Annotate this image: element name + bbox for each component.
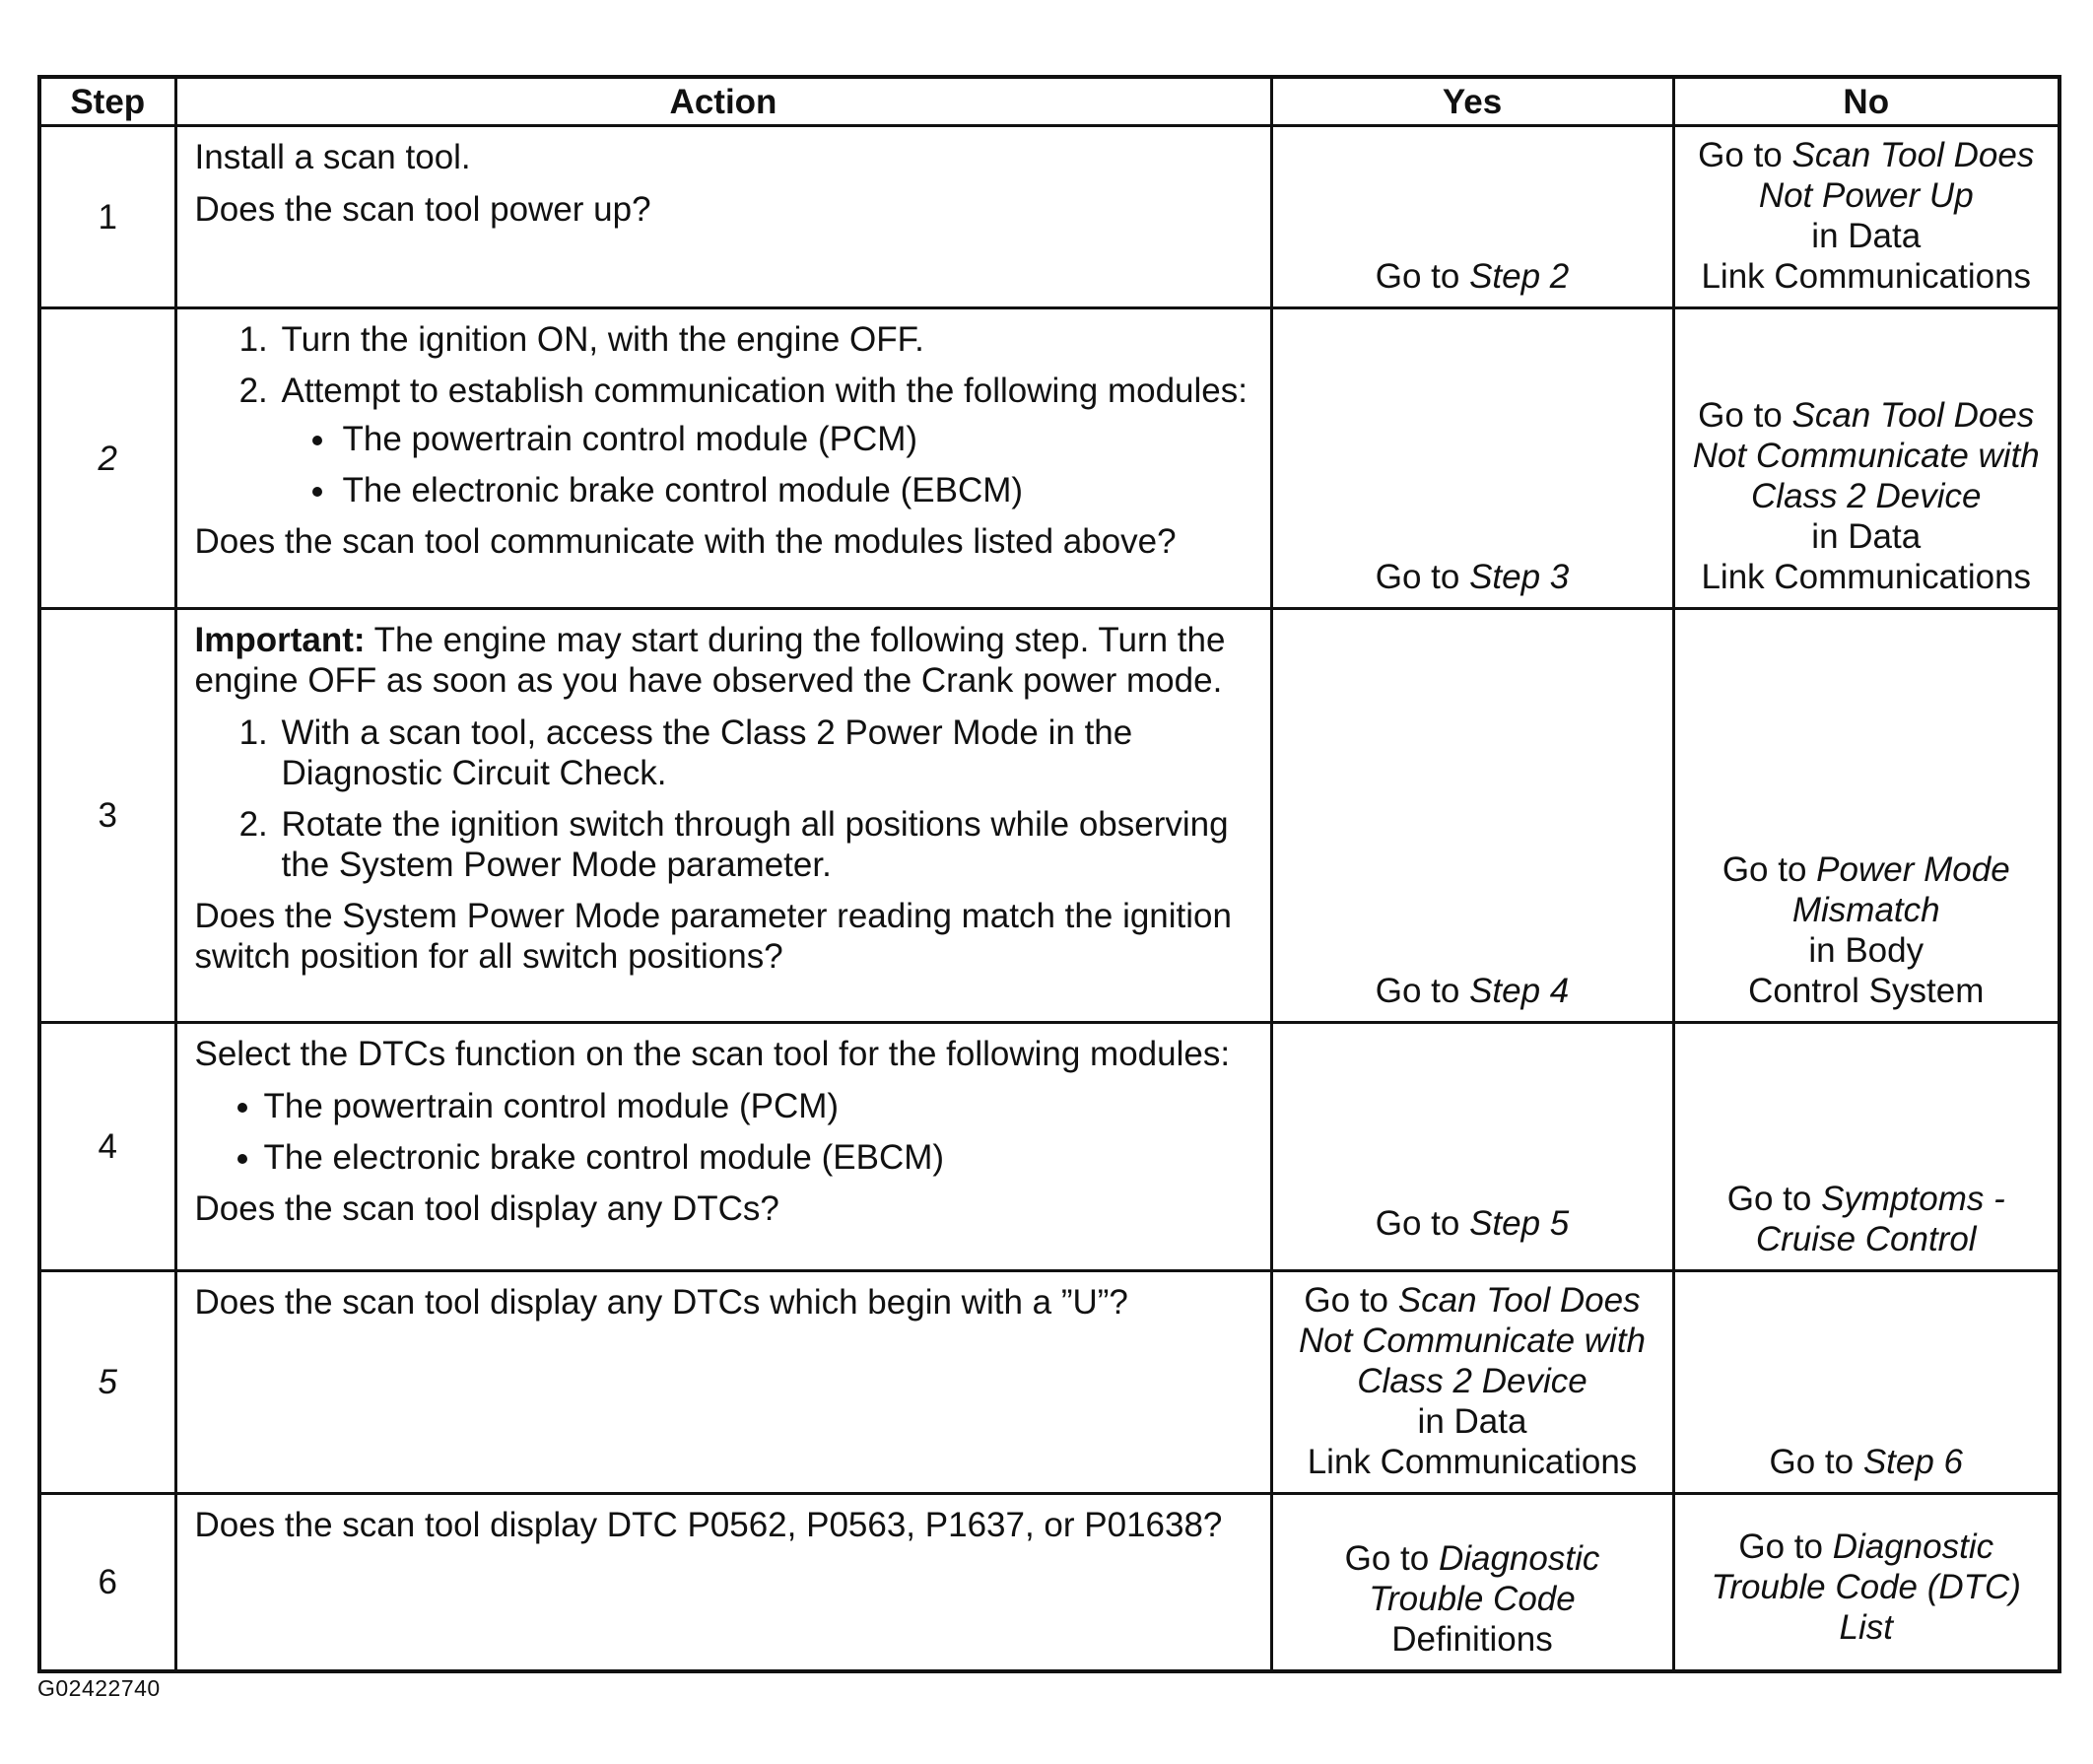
no-tail: in Data [1811,517,1922,556]
no-link[interactable]: Scan Tool Does [1791,396,2035,435]
table-row [39,1023,2059,1271]
action-question: Does the scan tool display any DTCs? [194,1189,779,1228]
yes-prefix: Go to [1375,1204,1460,1243]
no-link[interactable]: Power Mode [1816,850,2010,889]
action-question: Does the scan tool communicate with the modules listed above? [194,522,1177,561]
header-yes: Yes [1271,77,1673,126]
action-text: Install a scan tool. [194,138,471,176]
table-row [39,126,2059,308]
diagnostic-table [37,75,2061,1673]
yes-link[interactable]: Step 2 [1469,257,1570,296]
yes-link[interactable]: Trouble Code [1369,1579,1576,1618]
important-label: Important: [194,621,366,659]
list-item: 1. With a scan tool, access the Class 2 Power Mode in the Diagnostic Circuit Check. [278,712,1252,793]
step-number: 6 [39,1494,175,1671]
no-cell[interactable] [1673,609,2059,1023]
yes-link[interactable]: Scan Tool Does [1397,1281,1641,1320]
action-cell [175,609,1271,1023]
no-prefix: Go to [1738,1527,1823,1566]
step-number: 2 [39,308,175,609]
no-cell[interactable] [1673,126,2059,308]
yes-cell[interactable] [1271,308,1673,609]
no-cell[interactable] [1673,1271,2059,1494]
list-item: 2. Rotate the ignition switch through all positions while observing the System Power Mode parameter. [278,804,1252,885]
no-tail: in Data [1811,217,1922,255]
no-prefix: Go to [1722,850,1807,889]
no-link[interactable]: Scan Tool Does [1791,136,2035,174]
no-cell[interactable] [1673,1494,2059,1671]
no-link[interactable]: Cruise Control [1755,1220,1977,1258]
no-prefix: Go to [1726,1180,1812,1218]
table-row [39,308,2059,609]
table-row [39,609,2059,1023]
header-no: No [1673,77,2059,126]
yes-link[interactable]: Step 5 [1469,1204,1570,1243]
yes-link[interactable]: Not Communicate with [1298,1322,1647,1360]
no-cell[interactable] [1673,308,2059,609]
no-link[interactable]: Mismatch [1791,891,1940,929]
no-tail: Link Communications [1701,257,2032,296]
no-link[interactable]: Diagnostic [1832,1527,1994,1566]
bullet-item: • The powertrain control module (PCM) [264,1086,1252,1126]
action-question: Does the scan tool power up? [194,190,651,229]
step-number: 5 [39,1271,175,1494]
action-question: Does the scan tool display DTC P0562, P0563, P1637, or P01638? [194,1506,1223,1544]
step-number: 4 [39,1023,175,1271]
yes-tail: Definitions [1391,1619,1553,1659]
no-link[interactable]: Class 2 Device [1751,477,1982,515]
action-cell [175,1023,1271,1271]
important-note [195,620,1252,701]
yes-prefix: Go to [1344,1538,1430,1578]
yes-link[interactable]: Class 2 Device [1357,1362,1587,1400]
yes-link[interactable]: Step 3 [1469,558,1570,596]
no-link[interactable]: Trouble Code (DTC) [1711,1567,2021,1606]
bullet-list [195,1086,1252,1178]
action-cell [175,1271,1271,1494]
action-cell [175,126,1271,308]
action-cell [175,1494,1271,1671]
no-cell[interactable] [1673,1023,2059,1271]
no-prefix: Go to [1769,1443,1855,1481]
table-row [39,1494,2059,1671]
yes-link[interactable]: Diagnostic [1438,1538,1600,1578]
no-tail: in Body [1808,931,1924,970]
yes-prefix: Go to [1304,1281,1389,1320]
yes-cell[interactable] [1271,1023,1673,1271]
yes-tail: Link Communications [1307,1443,1638,1481]
list-item-text: Attempt to establish communication with the following modules: [281,372,1248,410]
header-row [39,77,2059,126]
action-cell [175,308,1271,609]
no-link[interactable]: Not Power Up [1758,176,1974,215]
yes-tail: in Data [1417,1402,1527,1441]
yes-prefix: Go to [1375,257,1460,296]
bullet-item: • The powertrain control module (PCM) [339,419,1252,459]
numbered-list [195,712,1252,885]
yes-cell[interactable] [1271,1271,1673,1494]
bullet-item: • The electronic brake control module (EBCM) [339,470,1252,510]
step-number: 1 [39,126,175,308]
important-text: The engine may start during the following step. Turn the engine OFF as soon as you have observed the Crank power mode. [194,621,1226,700]
numbered-list [195,319,1252,510]
list-item [278,371,1252,510]
yes-prefix: Go to [1375,558,1460,596]
figure-id: G02422740 [37,1675,161,1701]
no-tail: Link Communications [1701,558,2032,596]
no-link[interactable]: Step 6 [1862,1443,1964,1481]
no-prefix: Go to [1698,396,1783,435]
yes-prefix: Go to [1375,972,1460,1010]
action-question: Does the System Power Mode parameter reading match the ignition switch position for all switch positions? [194,897,1232,976]
bullet-list [282,419,1252,510]
no-tail: Control System [1748,972,1985,1010]
no-prefix: Go to [1698,136,1783,174]
yes-cell[interactable] [1271,1494,1673,1671]
yes-link[interactable]: Step 4 [1469,972,1570,1010]
action-text: Select the DTCs function on the scan tool for the following modules: [194,1035,1231,1073]
header-step: Step [39,77,175,126]
no-link[interactable]: Symptoms - [1821,1180,2005,1218]
bullet-item: • The electronic brake control module (EBCM) [264,1137,1252,1178]
step-number: 3 [39,609,175,1023]
yes-cell[interactable] [1271,126,1673,308]
table-row [39,1271,2059,1494]
no-link[interactable]: Not Communicate with [1692,437,2040,475]
yes-cell[interactable] [1271,609,1673,1023]
header-action: Action [175,77,1271,126]
list-item: 1. Turn the ignition ON, with the engine OFF. [278,319,1252,360]
action-question: Does the scan tool display any DTCs which begin with a ”U”? [194,1283,1128,1322]
no-link[interactable]: List [1839,1607,1893,1647]
